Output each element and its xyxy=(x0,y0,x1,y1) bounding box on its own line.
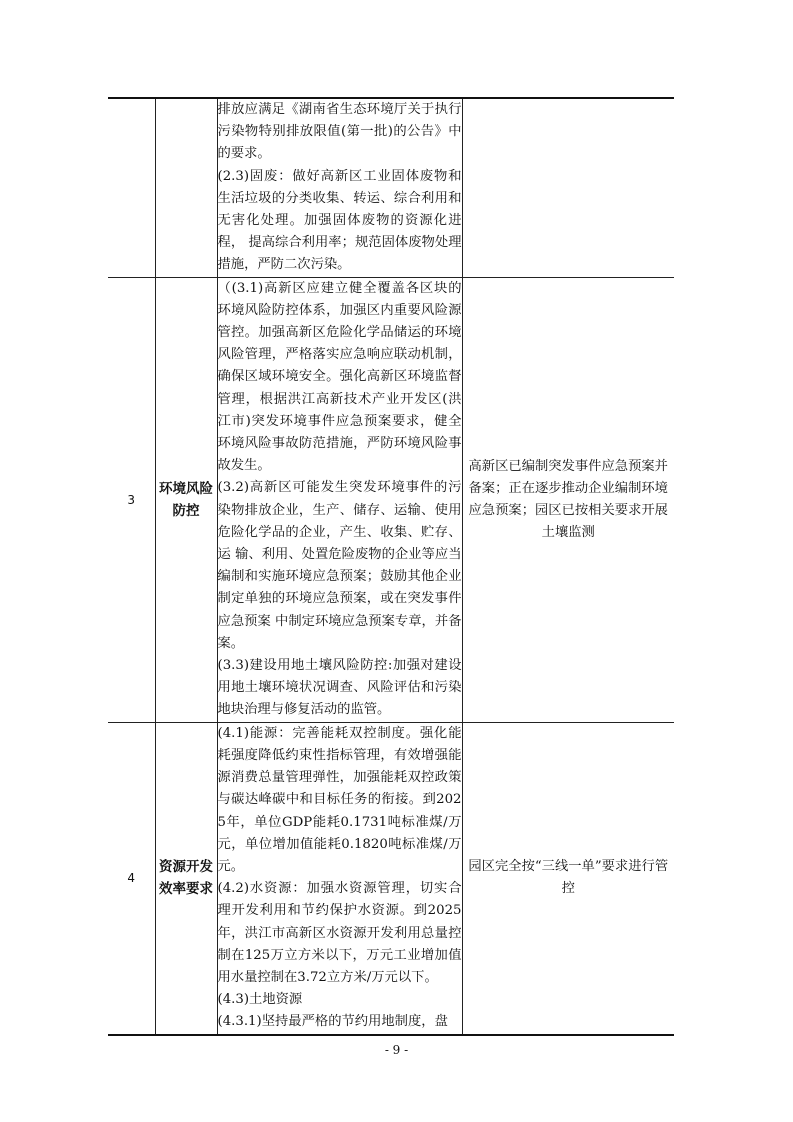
row-status: 园区完全按“三线一单”要求进行管控 xyxy=(462,722,674,1034)
requirement-paragraph: (4.2)水资源：加强水资源管理，切实合理开发利用和节约保护水资源。到2025年，洪江市高新区水资源开发利用总量控制在125万立方米以下，万元工业增加值用水量控制在3.72立方米/万元以下。 xyxy=(217,881,462,985)
table-row xyxy=(108,722,674,1034)
row-number: 3 xyxy=(108,277,155,722)
row-requirement xyxy=(217,722,462,1034)
page-number: - 9 - xyxy=(384,1043,409,1057)
requirement-paragraph: (3.2)高新区可能发生突发环境事件的污染物排放企业，生产、储存、运输、使用危险化学品的企业，产生、收集、贮存、运 输、利用、处置危险废物的企业等应当编制和实施环境应急预案；鼓励其他企业制定单独的环境应急预案，或在突发事件应急预案 中制定环境应急预案专章，并备案。 xyxy=(217,480,462,651)
row-number: 4 xyxy=(108,722,155,1034)
row-category xyxy=(155,98,217,277)
table-row xyxy=(108,98,674,277)
requirements-table xyxy=(108,97,674,1036)
requirement-paragraph: (4.1)能源：完善能耗双控制度。强化能耗强度降低约束性指标管理，有效增强能源消费总量管理弹性，加强能耗双控政策与碳达峰碳中和目标任务的衔接。到2025年，单位GDP能耗0.1731吨标准煤/万元，单位增加值能耗0.1820吨标准煤/万元。 xyxy=(217,725,462,874)
row-category: 环境风险防控 xyxy=(155,277,217,722)
row-status xyxy=(462,98,674,277)
row-requirement xyxy=(217,277,462,722)
requirement-paragraph: 排放应满足《湖南省生态环境厅关于执行污染物特别排放限值(第一批)的公告》中的要求。 xyxy=(217,102,462,162)
row-number xyxy=(108,98,155,277)
row-requirement xyxy=(217,98,462,277)
row-category: 资源开发效率要求 xyxy=(155,722,217,1034)
requirement-paragraph: （(3.1)高新区应建立健全覆盖各区块的环境风险防控体系，加强区内重要风险源管控。加强高新区危险化学品储运的环境风险管理，严格落实应急响应联动机制，确保区域环境安全。强化高新区环境监督管理，根据洪江高新技术产业开发区(洪江市)突发环境事件应急预案要求，健全环境风险事故防范措施，严防环境风险事故发生。 xyxy=(217,280,462,474)
requirement-paragraph: (4.3.1)坚持最严格的节约用地制度，盘 xyxy=(217,1014,448,1030)
row-status: 高新区已编制突发事件应急预案并备案；正在逐步推动企业编制环境应急预案；园区已按相关要求开展土壤监测 xyxy=(462,277,674,722)
requirement-paragraph: (2.3)固废：做好高新区工业固体废物和生活垃圾的分类收集、转运、综合利用和无害化处理。加强固体废物的资源化进程， 提高综合利用率；规范固体废物处理措施，严防二次污染。 xyxy=(217,168,462,273)
table-row xyxy=(108,277,674,722)
requirement-paragraph: (4.3)土地资源 xyxy=(217,992,303,1008)
requirement-paragraph: (3.3)建设用地土壤风险防控:加强对建设用地土壤环境状况调查、风险评估和污染地块治理与修复活动的监管。 xyxy=(217,658,462,718)
